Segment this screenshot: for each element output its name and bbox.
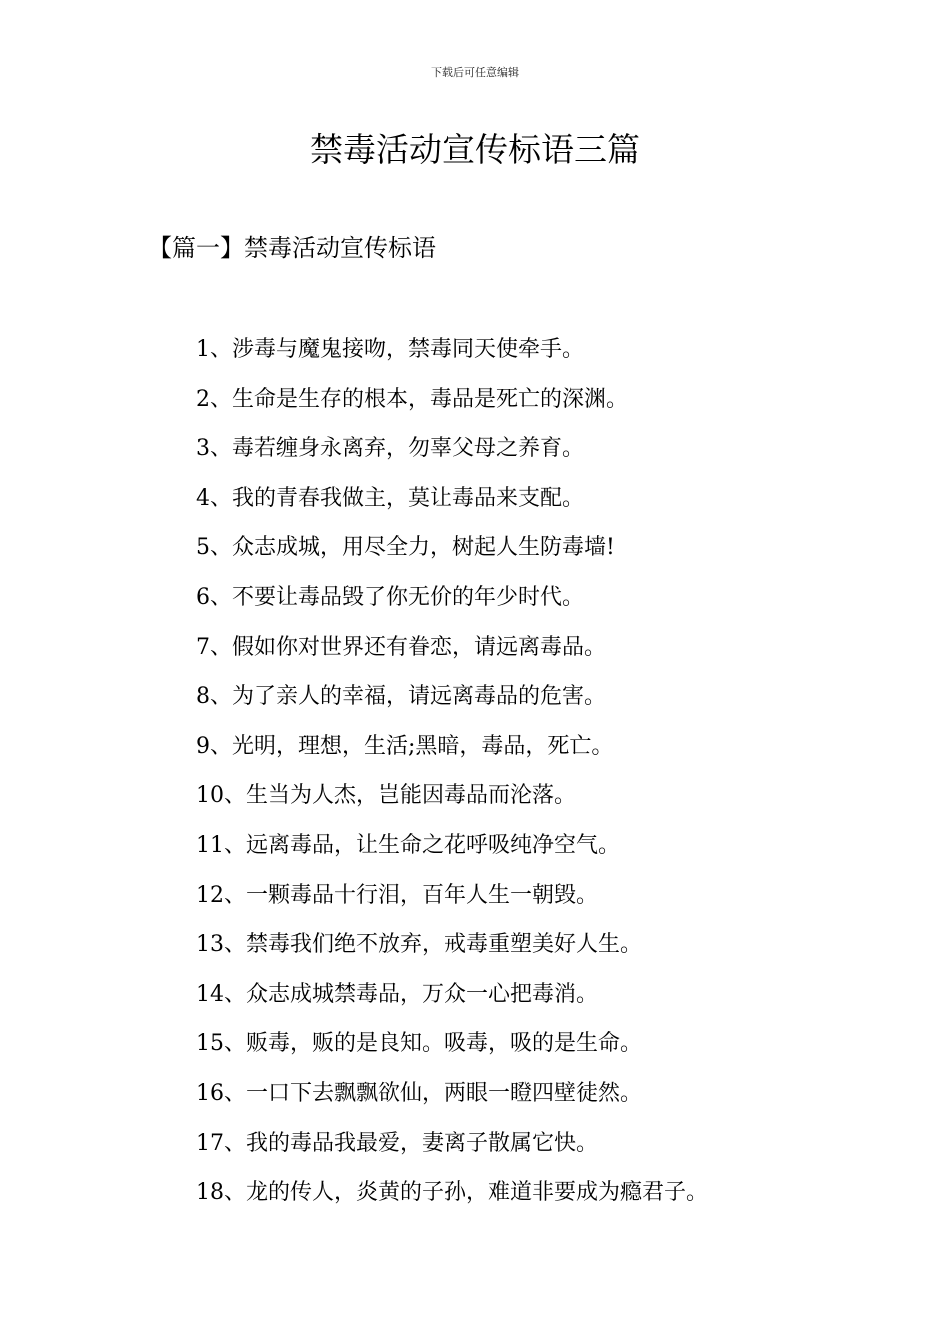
slogan-item: 11、远离毒品，让生命之花呼吸纯净空气。 bbox=[196, 832, 620, 858]
slogan-item: 13、禁毒我们绝不放弃，戒毒重塑美好人生。 bbox=[196, 932, 642, 958]
slogan-item: 12、一颗毒品十行泪，百年人生一朝毁。 bbox=[196, 882, 598, 908]
slogan-item: 17、我的毒品我最爱，妻离子散属它快。 bbox=[196, 1130, 598, 1156]
slogan-list bbox=[196, 332, 896, 1225]
slogan-item: 10、生当为人杰，岂能因毒品而沦落。 bbox=[196, 783, 576, 809]
document-title: 禁毒活动宣传标语三篇 bbox=[310, 130, 640, 169]
slogan-item: 8、为了亲人的幸福，请远离毒品的危害。 bbox=[196, 684, 606, 710]
slogan-item: 14、众志成城禁毒品，万众一心把毒消。 bbox=[196, 981, 598, 1007]
slogan-item: 4、我的青春我做主，莫让毒品来支配。 bbox=[196, 485, 584, 511]
slogan-item: 2、生命是生存的根本，毒品是死亡的深渊。 bbox=[196, 386, 628, 412]
slogan-item: 1、涉毒与魔鬼接吻，禁毒同天使牵手。 bbox=[196, 337, 584, 362]
slogan-item: 5、众志成城，用尽全力，树起人生防毒墙! bbox=[196, 535, 615, 561]
slogan-item: 18、龙的传人，炎黄的子孙，难道非要成为瘾君子。 bbox=[196, 1180, 708, 1206]
slogan-item: 3、毒若缠身永离弃，勿辜父母之养育。 bbox=[196, 436, 584, 462]
slogan-item: 7、假如你对世界还有眷恋，请远离毒品。 bbox=[196, 634, 606, 660]
slogan-item: 16、一口下去飘飘欲仙，两眼一瞪四壁徒然。 bbox=[196, 1080, 642, 1106]
slogan-item: 9、光明，理想，生活;黑暗，毒品，死亡。 bbox=[196, 733, 614, 759]
section-heading: 【篇一】禁毒活动宣传标语 bbox=[148, 234, 436, 262]
slogan-item: 6、不要让毒品毁了你无价的年少时代。 bbox=[196, 584, 584, 610]
slogan-item: 15、贩毒，贩的是良知。吸毒，吸的是生命。 bbox=[196, 1031, 642, 1057]
header-note: 下载后可任意编辑 bbox=[431, 66, 519, 79]
